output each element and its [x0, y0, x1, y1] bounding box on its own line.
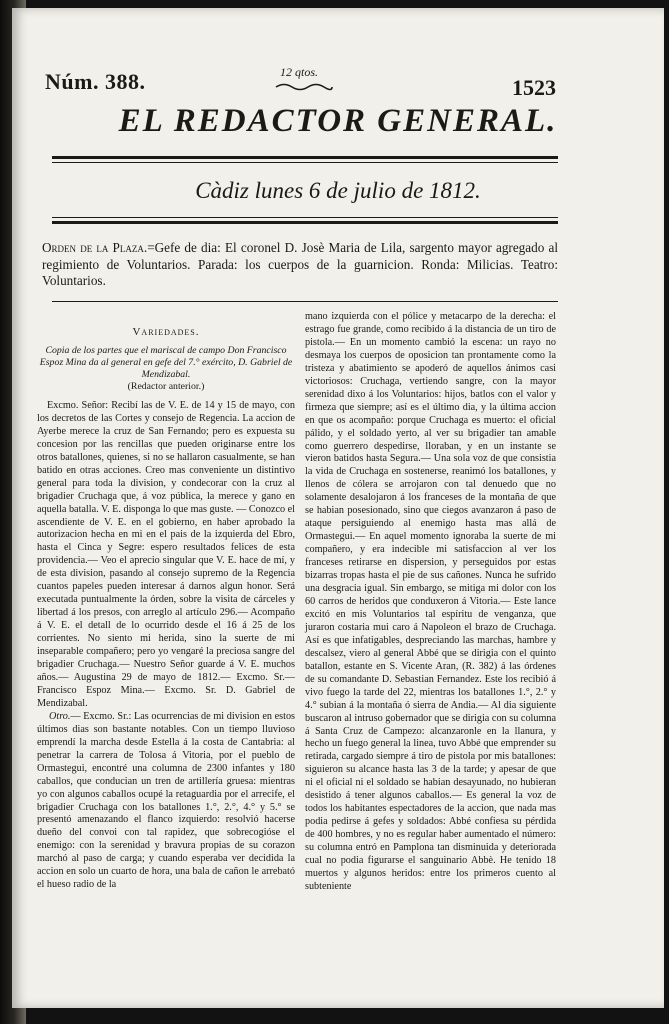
- headnote-text: Copia de los partes que el mariscal de campo Don Francisco Espoz Mina da al general en gefe del 7.° exército, D. Gabriel de Mendizabal.: [39, 344, 293, 380]
- page-number: 1523: [512, 75, 556, 100]
- flourish-ornament: [274, 82, 334, 92]
- handwritten-price-note: 12 qtos.: [280, 65, 319, 79]
- orden-body: =Gefe de dia: El coronel D. Josè Maria de Lila, sargento mayor agregado al regimiento de Voluntarios. Parada: los cuerpos de la guarnicion. Ronda: Milicias. Teatro: Voluntarios.: [42, 240, 558, 288]
- dateline: Càdiz lunes 6 de julio de 1812.: [195, 178, 481, 203]
- paragraph-otro: [37, 711, 295, 892]
- article-headnote: [37, 345, 295, 393]
- paragraph-otro-text: — Excmo. Sr.: Las ocurrencias de mi division en estos últimos dias son bastante notables. Con un tiempo lluvioso emprendí la marcha desde Estella á la costa de Cantabria: al penetrar la carrera de Tolosa á Vitoria, por el pueblo de Ormastegui, encontré una columna de 2300 infantes y 180 caballos, que conducian un tren de artillería gruesa: mientras yo con algunos caballos ocupé la retaguardia por el arrecife, el brigadier Cruchaga con los batallones 1.°, 2.°, 4.° y 5.° se presentó amenazando el flanco izquierdo: resolvió hacerse dueño del convoi con tal rapidez, que sobrecogióse el enemigo: con la serenidad y bravura propias de su corazon marchó al paso de carga; y cuando esperaba ver decidida la accion en solo un cuarto de hora, una bala de cañon le arrebató el hueso radio de la: [37, 710, 295, 891]
- orden-heading: Orden de la Plaza.: [42, 240, 148, 255]
- masthead-title: EL REDACTOR GENERAL.: [118, 103, 558, 139]
- paragraph-continued: mano izquierda con el pólice y metacarpo de la derecha: el estrago fue grande, como recibido á la distancia de un tiro de pistola.— En un momento cambió la escena: un rayo no desmaya los cuerpos de oposicion tan prontamente como la tristeza y abatimiento se apoderó de aquellos ánimos casi victoriosos: Cruchaga, vertiendo sangre, con la mayor serenidad dixo á los Voluntarios: hijos, batlos con el valor y firmeza que siempre; así es el último dia, y la última accion en que os acompaño: porque Cruchaga es muerto: el oficial pálido, y el soldado yerto, al ver su brigadier tan amable como guerrero despedirse, lloraban, y en un instante se vieron batidos hasta Segura.— Una sola voz de que consistia la vida de Cruchaga en sostenerse, reanimó los batallones, y llenos de cólera se arrojaron con tal denuedo que no solamente desalojaron á los franceses de la montaña de que se habian posesionado, sino que ciegos avanzaron á paso de ataque persiguiendo al enemigo hasta mas allá de Ormastegui.— En aquel momento ignoraba la suerte de mi compañero, y era indecible mi satisfaccion al ver los franceses retirarse en dispersion, y perseguidos por estas bizarras tropas hasta el pie de sus cañones. Nunca he sufrido una desgracia igual. Sin embargo, se mitiga mi dolor con los 60 carros de heridos que conduxeron á Vitoria.— Este lance excitó en mis Voluntarios tal espíritu de venganza, que juraron costaria mui caro á Napoleon el brazo de Cruchaga. Así es que infatigables, despreciando las marchas, hambre y descalsez, viero al general Abbé que se dirigia con el quinto batallon, estante en S. Vicente Aran, (R. 382) á las órdenes de su comandante D. Sebastian Fernandez. Este los recibió á vivo fuego la tarde del 22, mientras los batallones 1.°, 2.° y 4.° subian á la montaña ó sierra de Andia.— Al dia siguiente buscaron al intruso gobernador que se dirigia con su columna á Santa Cruz de Campezo: alcanzaronle en la llanura, y hecho un fuego general la linea, tuvo Abbé que emprender su retirada, cargado siempre á tiro de pistola por mis batallones: siguieron su alcance hasta las 3 de la tarde; y apesar de que ni el oficial ni el soldado se habian desayunado, no hubieran desistido á tener algunos caballos.— Es general la voz de todos los habitantes espectadores de la accion, que nada mas podia pedirse á gefes y soldados: Abbé confiesa su pérdida de 400 hombres, y no es regular haber aumentado el número: su columna entró en Pamplona tan disminuida y deteriorada cual no podia figurarse el sanguinario Abbè. He tenido 18 muertos y algunos heridos: entre los primeros cuento al subteniente: [305, 311, 556, 892]
- left-column: [37, 326, 295, 892]
- paragraph-otro-label: Otro.: [49, 710, 71, 722]
- paragraph-excmo-1: Excmo. Señor: Recibí las de V. E. de 14 y 15 de mayo, con los decretos de las Cortes y consejo de Regencia. La accion de Ayerbe merece la cruz de San Fernando; pero es expuesta su concesion por las rencillas que pueden originarse entre los otros batallones, quienes, si no se hallaron casualmente, se han batido en otras acciones. Creo mas conveniente un distintivo general para toda la division, y condecorar con la cruz al brigadier Cruchaga que, á voz pública, la merece y gano en aquella batalla. V. E. disponga lo que mas guste. — Conozco el ascendiente de V. E. en el gobierno, en haber aprobado la autorizacion hecha en mi en el pais de la izquierda del Ebro, hasta el Cinca y Segre: espero resultados felices de esta providencia.— Veo el aprecio singular que V. E. hace de mí, y de esta division, pasando al consejo supremo de la Regencia cuantos papeles pueden interesar á darnos algun honor. Será executada puntualmente la órden, sobre la visita de cárceles y libertad á los presos, con arreglo al artículo 296.— Acompaño á V. E. el detall de lo ocurrido desde el 16 á 25 de los corrientes. No siento mi herida, sino la suerte de mi inseparable compañero; pero yo vengaré la preciosa sangre del brigadier Cruchaga.— Nuestro Señor guarde á V. E. muchos años.— Augustina 29 de mayo de 1812.— Excmo. Sr.— Francisco Espoz Mina.— Excmo. Sr. D. Gabriel de Mendizabal.: [37, 399, 295, 709]
- date-rule-thick: [52, 221, 558, 224]
- orden-de-la-plaza: [42, 240, 558, 290]
- section-rule: [52, 301, 558, 302]
- masthead-rule-thin: [52, 162, 558, 163]
- right-column: [305, 311, 556, 894]
- section-heading: Variedades.: [132, 326, 200, 338]
- newspaper-page: [12, 8, 664, 1008]
- date-rule-thin: [52, 217, 558, 218]
- masthead-rule-top: [52, 156, 558, 159]
- issue-number: Núm. 388.: [45, 69, 146, 94]
- headnote-reference: (Redactor anterior.): [127, 380, 205, 392]
